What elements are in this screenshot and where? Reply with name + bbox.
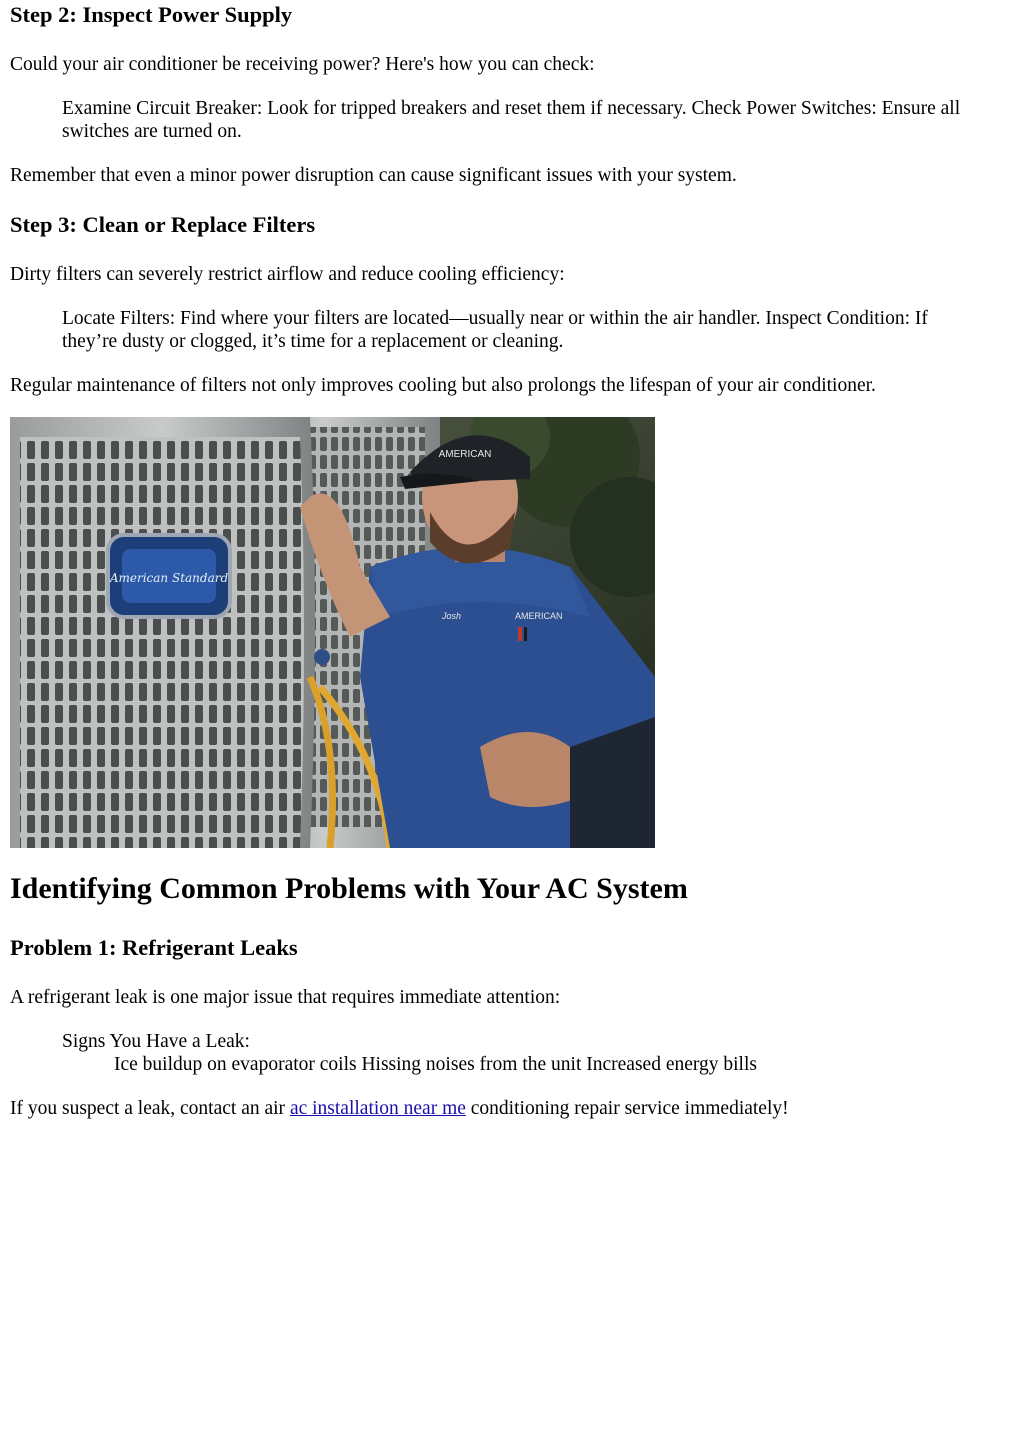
step3-intro: Dirty filters can severely restrict airflow and reduce cooling efficiency: (10, 264, 565, 285)
shirt-logo: AMERICAN (515, 611, 563, 621)
section-heading: Identifying Common Problems with Your AC System (10, 872, 688, 905)
step2-intro: Could your air conditioner be receiving power? Here's how you can check: (10, 54, 595, 75)
step3-heading: Step 3: Clean or Replace Filters (10, 212, 316, 237)
step3-list-line1: Locate Filters: Find where your filters are located—usually near or within the air handler. Inspect Condition: If (62, 308, 928, 329)
step3-list (62, 307, 928, 353)
technician-photo (10, 417, 655, 848)
problem1-intro: A refrigerant leak is one major issue that requires immediate attention: (10, 987, 561, 1008)
problem1-outro-after: conditioning repair service immediately! (465, 1098, 789, 1119)
name-tag: Josh (442, 611, 462, 621)
problem1-outro-before: If you suspect a leak, contact an air (10, 1098, 290, 1119)
ac-installation-link[interactable]: ac installation near me (289, 1098, 466, 1119)
problem1-signs-label: Signs You Have a Leak: (62, 1031, 250, 1052)
step2-list-line1: Examine Circuit Breaker: Look for tripped breakers and reset them if necessary. Check Power Switches: Ensure all (62, 98, 961, 119)
step2-heading: Step 2: Inspect Power Supply (10, 2, 293, 27)
cap-text: AMERICAN (438, 449, 492, 460)
problem1-outro (10, 1097, 789, 1120)
step2-list-line2: switches are turned on. (62, 121, 242, 142)
step3-list-line2: they’re dusty or clogged, it’s time for a replacement or cleaning. (62, 331, 564, 352)
badge-text: American Standard (109, 571, 229, 585)
problem1-signs-items: Ice buildup on evaporator coils Hissing noises from the unit Increased energy bills (114, 1054, 757, 1075)
technician-photo-illustration (10, 417, 655, 848)
step2-list (62, 97, 960, 143)
step3-outro: Regular maintenance of filters not only improves cooling but also prolongs the lifespan of your air conditioner. (10, 375, 876, 396)
problem1-heading: Problem 1: Refrigerant Leaks (10, 935, 298, 960)
step2-outro: Remember that even a minor power disruption can cause significant issues with your system. (10, 165, 737, 186)
american-standard-badge (108, 535, 230, 617)
